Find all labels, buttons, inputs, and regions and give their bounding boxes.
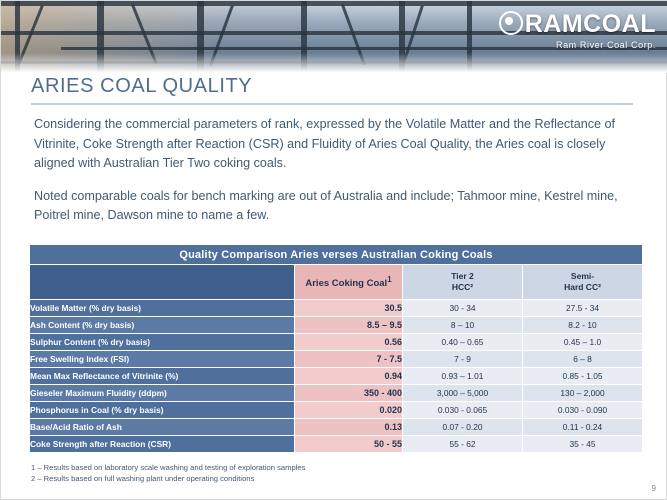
- table-row: [30, 419, 643, 436]
- table-row: [30, 317, 643, 334]
- cell-tier2: 0.40 – 0.65: [403, 334, 523, 351]
- header-tier2-line1: Tier 2: [451, 271, 474, 282]
- table-row: [30, 436, 643, 453]
- cell-aries: 30.5: [295, 300, 403, 317]
- cell-aries: 0.94: [295, 368, 403, 385]
- cell-semihard: 0.45 – 1.0: [523, 334, 643, 351]
- company-logo: [499, 11, 656, 50]
- logo-mark-icon: [499, 11, 523, 35]
- quality-comparison-table: [29, 244, 642, 453]
- photo-fade: [1, 53, 667, 73]
- header-semihard: [523, 265, 643, 300]
- paragraph-2: Noted comparable coals for bench marking are out of Australia and include; Tahmoor mine, Kestrel mine, Poitrel mine, Dawson mine to name a few.: [34, 188, 618, 223]
- table-header-row: [30, 265, 643, 300]
- cell-tier2: 0.93 – 1.01: [403, 368, 523, 385]
- table-row: [30, 402, 643, 419]
- cell-tier2: 0.030 - 0.065: [403, 402, 523, 419]
- logo-main-label: RAMCOAL: [524, 10, 656, 38]
- body-text: [34, 115, 634, 239]
- footnote-2: 2 – Results based on full washing plant under operating conditions: [31, 474, 255, 484]
- logo-text: [499, 11, 656, 37]
- cell-aries: 0.13: [295, 419, 403, 436]
- logo-subtitle: Ram River Coal Corp.: [555, 40, 656, 50]
- cell-semihard: 130 – 2,000: [523, 385, 643, 402]
- footnotes: [31, 462, 305, 485]
- cell-aries: 350 - 400: [295, 385, 403, 402]
- cell-aries: 8.5 – 9.5: [295, 317, 403, 334]
- cell-aries: 0.020: [295, 402, 403, 419]
- cell-aries: 50 - 55: [295, 436, 403, 453]
- table-row: [30, 300, 643, 317]
- title-block: [31, 75, 641, 105]
- page-number: 9: [651, 484, 656, 493]
- row-label: Phosphorus in Coal (% dry basis): [30, 402, 295, 419]
- row-label: Volatile Matter (% dry basis): [30, 300, 295, 317]
- table-caption: Quality Comparison Aries verses Australian Coking Coals: [30, 245, 643, 265]
- cell-tier2: 55 - 62: [403, 436, 523, 453]
- page-title: ARIES COAL QUALITY: [31, 75, 253, 97]
- title-divider: [31, 103, 633, 105]
- table-row: [30, 385, 643, 402]
- row-label: Coke Strength after Reaction (CSR): [30, 436, 295, 453]
- row-label: Gieseler Maximum Fluidity (ddpm): [30, 385, 295, 402]
- header-aries-label: Aries Coking Coal: [305, 278, 388, 290]
- cell-tier2: 3,000 – 5,000: [403, 385, 523, 402]
- header-blank-cell: [30, 265, 295, 300]
- row-label: Sulphur Content (% dry basis): [30, 334, 295, 351]
- row-label: Ash Content (% dry basis): [30, 317, 295, 334]
- table-row: [30, 351, 643, 368]
- row-label: Mean Max Reflectance of Vitrinite (%): [30, 368, 295, 385]
- cell-aries: 7 - 7.5: [295, 351, 403, 368]
- cell-semihard: 0.85 - 1.05: [523, 368, 643, 385]
- cell-semihard: 0.11 - 0.24: [523, 419, 643, 436]
- row-label: Base/Acid Ratio of Ash: [30, 419, 295, 436]
- cell-semihard: 0.030 - 0.090: [523, 402, 643, 419]
- cell-tier2: 8 – 10: [403, 317, 523, 334]
- row-label: Free Swelling Index (FSI): [30, 351, 295, 368]
- cell-semihard: 6 – 8: [523, 351, 643, 368]
- header-semihard-line2: Hard CC²: [564, 282, 601, 292]
- cell-semihard: 35 - 45: [523, 436, 643, 453]
- header-photo-band: [1, 1, 667, 73]
- header-aries: [295, 265, 403, 300]
- header-semihard-line1: Semi-: [570, 271, 595, 282]
- cell-aries: 0.56: [295, 334, 403, 351]
- header-tier2: [403, 265, 523, 300]
- cell-semihard: 27.5 - 34: [523, 300, 643, 317]
- cell-tier2: 30 - 34: [403, 300, 523, 317]
- cell-tier2: 7 - 9: [403, 351, 523, 368]
- paragraph-1: Considering the commercial parameters of rank, expressed by the Volatile Matter and the Reflectance of Vitrinite, Coke Strength after Reaction (CSR) and Fluidity of Aries Coal Quality, the Aries coal is closely aligned with Australian Tier Two coking coals.: [34, 117, 616, 171]
- footnote-1: 1 – Results based on laboratory scale washing and testing of exploration samples: [31, 463, 306, 472]
- header-tier2-line2: HCC²: [451, 282, 474, 292]
- header-aries-note: 1: [387, 274, 392, 284]
- cell-tier2: 0.07 - 0.20: [403, 419, 523, 436]
- table-caption-row: [30, 245, 643, 265]
- cell-semihard: 8.2 - 10: [523, 317, 643, 334]
- table-row: [30, 334, 643, 351]
- table-row: [30, 368, 643, 385]
